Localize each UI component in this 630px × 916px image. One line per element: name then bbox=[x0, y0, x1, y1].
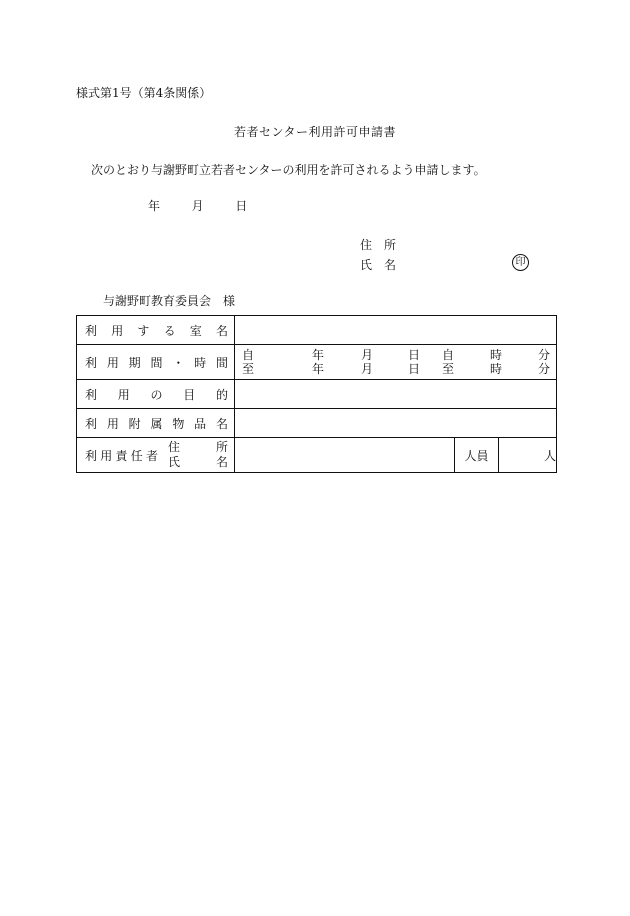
equipment-label-cell bbox=[77, 409, 235, 438]
from-month: 月 bbox=[361, 348, 374, 362]
table-row-room bbox=[77, 316, 557, 345]
to-start: 至 bbox=[242, 362, 255, 376]
sub-name-2: 名 bbox=[215, 455, 228, 469]
table-row-equipment bbox=[77, 409, 557, 438]
form-title: 若者センター利用許可申請書 bbox=[233, 125, 397, 139]
period-label-cell bbox=[77, 345, 235, 380]
period-label: 利 用 期 間 ・ 時 間 bbox=[85, 355, 228, 370]
to-minute: 分 bbox=[538, 362, 551, 376]
period-to-line bbox=[235, 362, 556, 376]
responsible-label: 利 用 責 任 者 bbox=[85, 448, 158, 463]
purpose-label-cell bbox=[77, 380, 235, 409]
to-month: 月 bbox=[361, 362, 374, 376]
date-day: 日 bbox=[235, 199, 248, 213]
purpose-value-cell[interactable] bbox=[235, 380, 557, 409]
form-number: 様式第1号（第4条関係） bbox=[76, 86, 212, 100]
period-value-cell[interactable] bbox=[235, 345, 557, 380]
application-table bbox=[76, 315, 557, 473]
from-year: 年 bbox=[312, 348, 325, 362]
to-day: 日 bbox=[408, 362, 421, 376]
responsible-label-cell bbox=[77, 438, 235, 473]
from-start: 自 bbox=[242, 348, 255, 362]
from-hour: 時 bbox=[490, 348, 503, 362]
responsible-sub-labels bbox=[168, 440, 234, 470]
to-time-end: 至 bbox=[442, 362, 455, 376]
sub-address-2: 所 bbox=[215, 440, 228, 454]
room-value-cell[interactable] bbox=[235, 316, 557, 345]
date-year: 年 bbox=[148, 199, 161, 213]
sub-name-1: 氏 bbox=[168, 455, 181, 469]
persons-unit[interactable]: 人 bbox=[499, 438, 557, 473]
intro-text: 次のとおり与謝野町立若者センターの利用を許可されるよう申請します。 bbox=[91, 163, 486, 177]
purpose-label: 利 用 の 目 的 bbox=[85, 387, 228, 402]
from-minute: 分 bbox=[538, 348, 551, 362]
room-label-cell bbox=[77, 316, 235, 345]
to-year: 年 bbox=[312, 362, 325, 376]
from-day: 日 bbox=[408, 348, 421, 362]
recipient: 与謝野町教育委員会 様 bbox=[103, 294, 236, 308]
table-row-purpose bbox=[77, 380, 557, 409]
seal-mark: 印 bbox=[512, 254, 529, 271]
date-line bbox=[148, 197, 247, 214]
equipment-label: 利 用 附 属 物 品 名 bbox=[85, 416, 228, 431]
table-row-responsible bbox=[77, 438, 557, 473]
sub-address-1: 住 bbox=[168, 440, 181, 454]
date-month: 月 bbox=[191, 199, 204, 213]
applicant-address-label: 住 所 bbox=[360, 238, 397, 252]
equipment-value-cell[interactable] bbox=[235, 409, 557, 438]
table-row-period bbox=[77, 345, 557, 380]
applicant-name-label: 氏 名 bbox=[360, 258, 397, 272]
persons-label: 人員 bbox=[455, 438, 499, 473]
from-time-start: 自 bbox=[442, 348, 455, 362]
period-from-line bbox=[235, 348, 556, 362]
responsible-value-cell[interactable] bbox=[235, 438, 455, 473]
to-hour: 時 bbox=[490, 362, 503, 376]
room-label: 利 用 す る 室 名 bbox=[85, 323, 228, 338]
